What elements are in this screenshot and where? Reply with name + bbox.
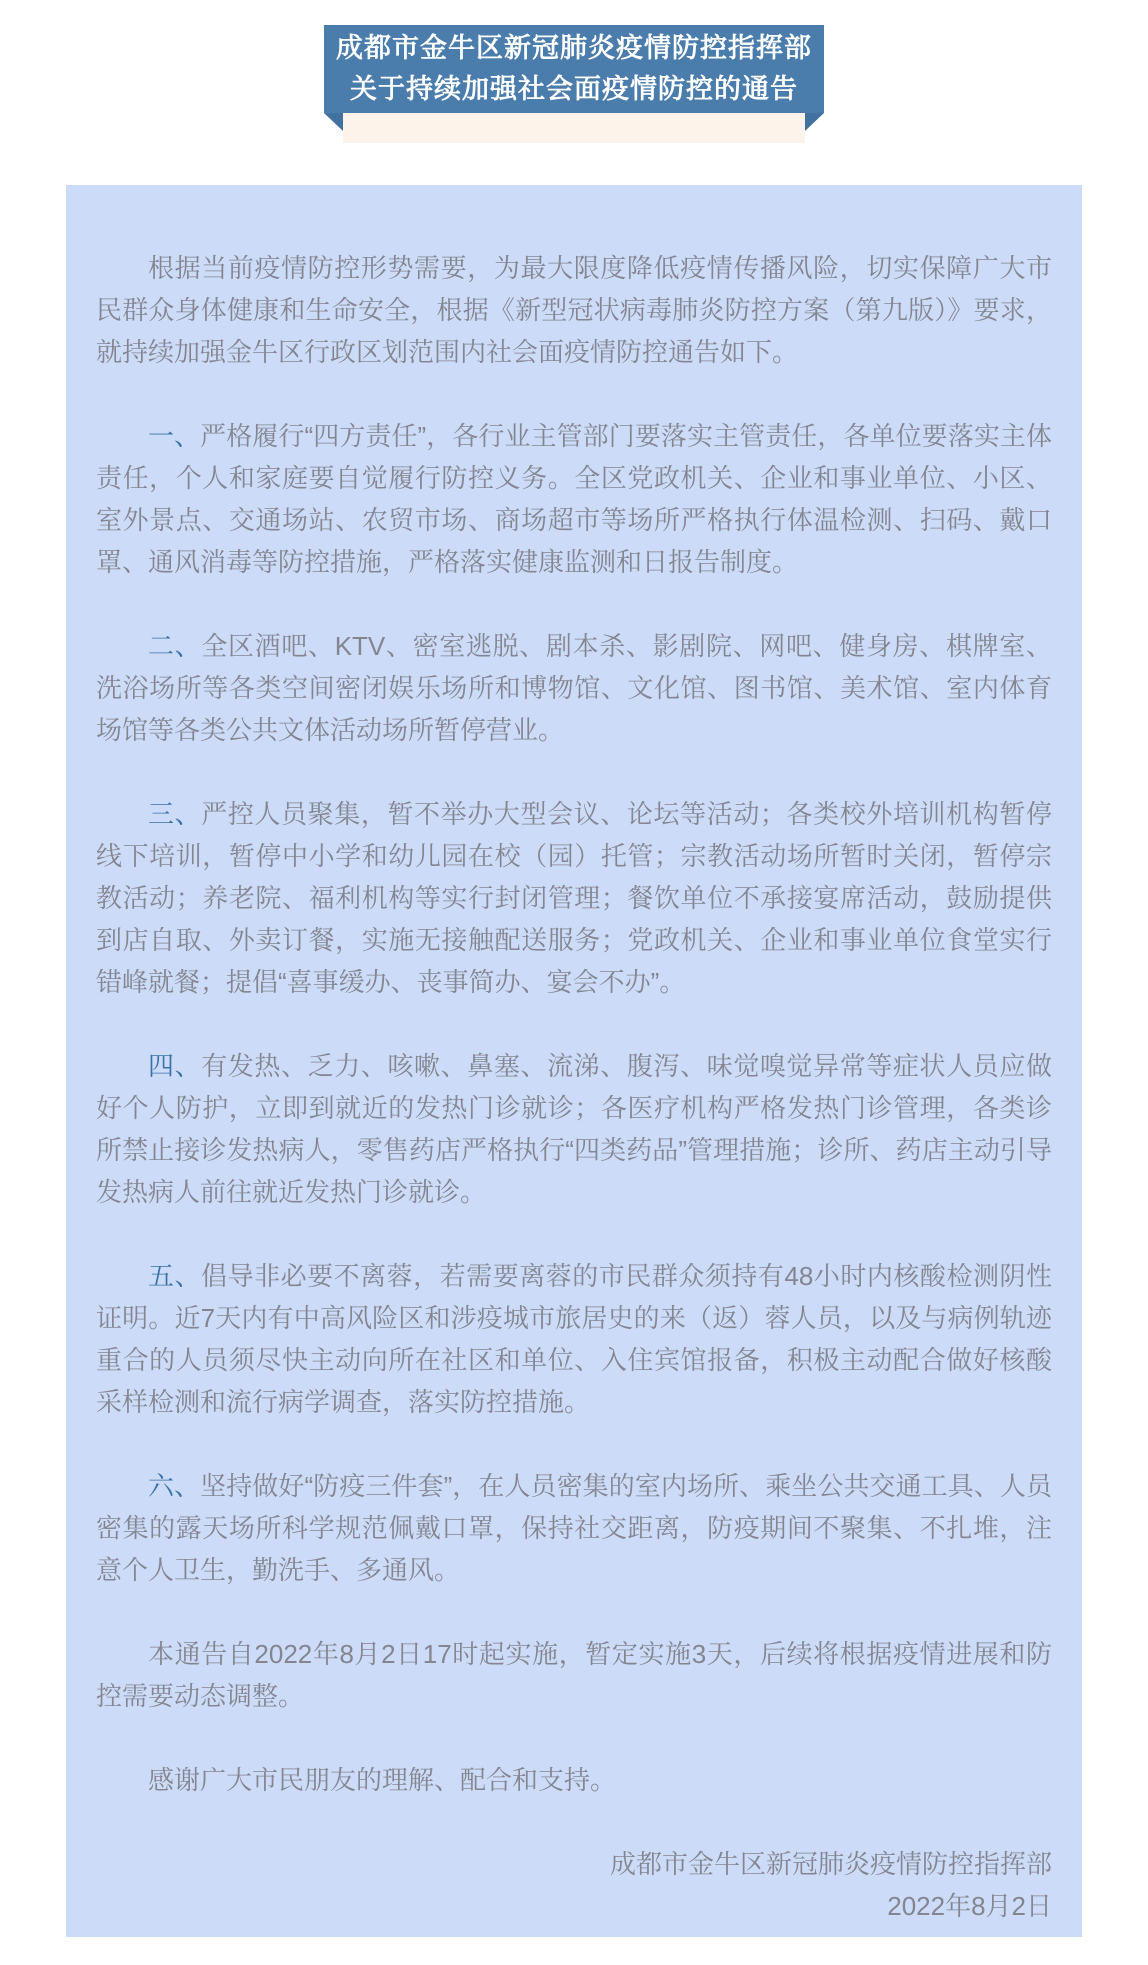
paragraph-text: 感谢广大市民朋友的理解、配合和支持。 [148,1765,617,1795]
item-number: 一、 [148,421,201,451]
notice-paragraph [96,1759,1052,1801]
ribbon-backing-strip [343,113,805,143]
notice-ribbon [324,25,824,145]
paragraph-text: 严格履行“四方责任”，各行业主管部门要落实主管责任，各单位要落实主体责任，个人和家庭要自觉履行防控义务。全区党政机关、企业和事业单位、小区、室外景点、交通场站、农贸市场、商场超市等场所严格执行体温检测、扫码、戴口罩、通风消毒等防控措施，严格落实健康监测和日报告制度。 [96,421,1052,577]
item-number: 二、 [148,631,202,661]
notice-paragraph [96,247,1052,373]
signature: 成都市金牛区新冠肺炎疫情防控指挥部 [609,1849,1052,1879]
notice-paragraph [96,793,1052,1003]
paragraph-text: 根据当前疫情防控形势需要，为最大限度降低疫情传播风险，切实保障广大市民群众身体健康和生命安全，根据《新型冠状病毒肺炎防控方案（第九版）》要求，就持续加强金牛区行政区划范围内社会面疫情防控通告如下。 [96,253,1052,367]
item-number: 四、 [148,1051,202,1081]
notice-paragraph [96,415,1052,583]
ribbon-fold-right [805,113,824,131]
notice-body-panel [66,185,1082,1937]
paragraph-text: 有发热、乏力、咳嗽、鼻塞、流涕、腹泻、味觉嗅觉异常等症状人员应做好个人防护，立即到就近的发热门诊就诊；各医疗机构严格发热门诊管理，各类诊所禁止接诊发热病人，零售药店严格执行“四类药品”管理措施；诊所、药店主动引导发热病人前往就近发热门诊就诊。 [96,1051,1052,1207]
item-number: 三、 [148,799,202,829]
notice-title-banner [324,25,824,113]
paragraph-text: 本通告自2022年8月2日17时起实施，暂定实施3天，后续将根据疫情进展和防控需要动态调整。 [96,1639,1052,1711]
date: 2022年8月2日 [887,1891,1052,1921]
paragraph-text: 严控人员聚集，暂不举办大型会议、论坛等活动；各类校外培训机构暂停线下培训，暂停中小学和幼儿园在校（园）托管；宗教活动场所暂时关闭，暂停宗教活动；养老院、福利机构等实行封闭管理；餐饮单位不承接宴席活动，鼓励提供到店自取、外卖订餐，实施无接触配送服务；党政机关、企业和事业单位食堂实行错峰就餐；提倡“喜事缓办、丧事简办、宴会不办”。 [96,799,1052,997]
paragraph-text: 倡导非必要不离蓉，若需要离蓉的市民群众须持有48小时内核酸检测阴性证明。近7天内有中高风险区和涉疫城市旅居史的来（返）蓉人员，以及与病例轨迹重合的人员须尽快主动向所在社区和单位、入住宾馆报备，积极主动配合做好核酸采样检测和流行病学调查，落实防控措施。 [96,1261,1052,1417]
item-number: 五、 [148,1261,202,1291]
ribbon-fold-left [324,113,343,131]
paragraph-text: 全区酒吧、KTV、密室逃脱、剧本杀、影剧院、网吧、健身房、棋牌室、洗浴场所等各类空间密闭娱乐场所和博物馆、文化馆、图书馆、美术馆、室内体育场馆等各类公共文体活动场所暂停营业。 [96,631,1052,745]
item-number: 六、 [148,1471,201,1501]
notice-title-line-2: 关于持续加强社会面疫情防控的通告 [350,74,798,104]
notice-paragraph [96,1045,1052,1213]
notice-paragraph [96,1465,1052,1591]
notice-paragraph [96,625,1052,751]
paragraph-text: 坚持做好“防疫三件套”，在人员密集的室内场所、乘坐公共交通工具、人员密集的露天场所科学规范佩戴口罩，保持社交距离，防疫期间不聚集、不扎堆，注意个人卫生，勤洗手、多通风。 [96,1471,1052,1585]
notice-title-line-1: 成都市金牛区新冠肺炎疫情防控指挥部 [336,33,812,63]
notice-paragraph [96,1633,1052,1717]
notice-paragraph [96,1255,1052,1423]
